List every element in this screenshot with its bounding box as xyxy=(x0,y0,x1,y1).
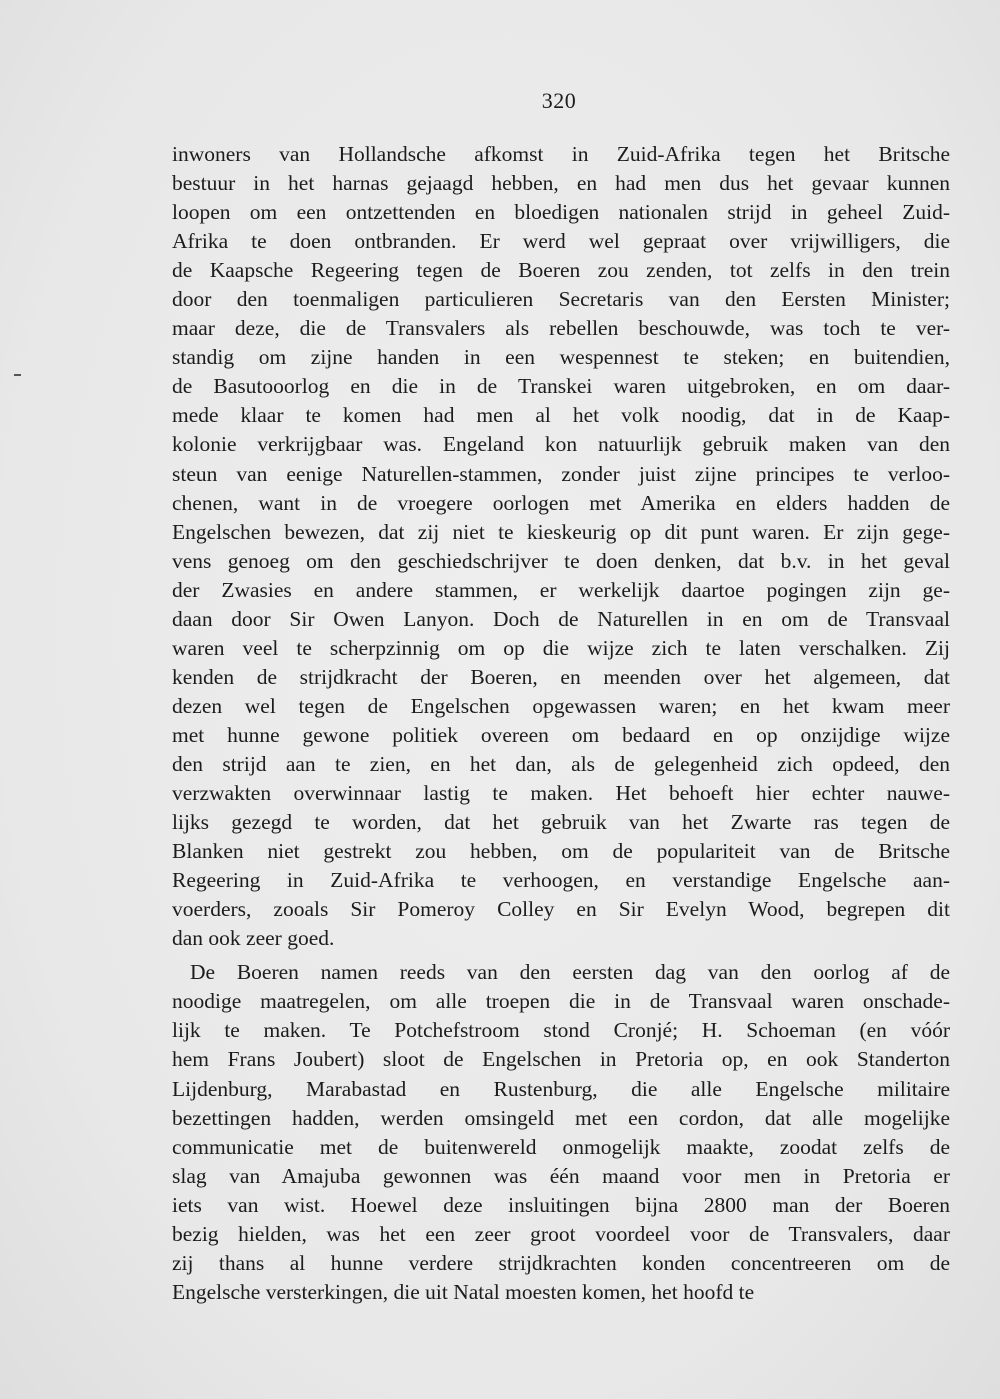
text-line: de Basutooorlog en die in de Transkei waren uitgebroken, en om daar- xyxy=(172,374,950,399)
text-line: chenen, want in de vroegere oorlogen met Amerika en elders hadden de xyxy=(172,490,950,515)
body-text xyxy=(172,140,950,1307)
text-line: steun van eenige Naturellen-stammen, zonder juist zijne principes te verloo- xyxy=(172,461,950,486)
text-line: verzwakten overwinnaar lastig te maken. Het behoeft hier echter nauwe- xyxy=(172,781,950,806)
text-line: Afrika te doen ontbranden. Er werd wel gepraat over vrijwilligers, die xyxy=(172,229,950,254)
text-line: maar deze, die de Transvalers als rebellen beschouwde, was toch te ver- xyxy=(172,316,950,341)
text-line: dezen wel tegen de Engelschen opgewassen waren; en het kwam meer xyxy=(172,693,950,718)
text-line: Lijdenburg, Marabastad en Rustenburg, die alle Engelsche militaire xyxy=(172,1076,950,1101)
text-line: zij thans al hunne verdere strijdkrachten konden concentreeren om de xyxy=(172,1250,950,1275)
text-line: noodige maatregelen, om alle troepen die in de Transvaal waren onschade- xyxy=(172,989,950,1014)
text-line: kolonie verkrijgbaar was. Engeland kon natuurlijk gebruik maken van den xyxy=(172,432,950,457)
text-line: iets van wist. Hoewel deze insluitingen bijna 2800 man der Boeren xyxy=(172,1192,950,1217)
text-line: daan door Sir Owen Lanyon. Doch de Naturellen in en om de Transvaal xyxy=(172,606,950,631)
text-line: hem Frans Joubert) sloot de Engelschen in Pretoria op, en ook Standerton xyxy=(172,1047,950,1072)
text-line: lijk te maken. Te Potchefstroom stond Cronjé; H. Schoeman (en vóór xyxy=(172,1018,950,1043)
margin-mark xyxy=(14,374,21,376)
text-line: met hunne gewone politiek overeen om bedaard en op onzijdige wijze xyxy=(172,722,950,747)
text-line: Blanken niet gestrekt zou hebben, om de populariteit van de Britsche xyxy=(172,839,950,864)
text-line: voerders, zooals Sir Pomeroy Colley en Sir Evelyn Wood, begrepen dit xyxy=(172,897,950,922)
paragraph xyxy=(172,140,950,953)
text-line: loopen om een ontzettenden en bloedigen nationalen strijd in geheel Zuid- xyxy=(172,200,950,225)
text-line: bezettingen hadden, werden omsingeld met een cordon, dat alle mogelijke xyxy=(172,1105,950,1130)
text-line: den strijd aan te zien, en het dan, als de gelegenheid zich opdeed, den xyxy=(172,751,950,776)
text-line: der Zwasies en andere stammen, er werkelijk daartoe pogingen zijn ge- xyxy=(172,577,950,602)
text-line: inwoners van Hollandsche afkomst in Zuid-Afrika tegen het Britsche xyxy=(172,142,950,166)
text-line: bezig hielden, was het een zeer groot voordeel voor de Transvalers, daar xyxy=(172,1221,950,1246)
text-line: De Boeren namen reeds van den eersten dag van den oorlog af de xyxy=(190,960,950,985)
text-line: lijks gezegd te worden, dat het gebruik van het Zwarte ras tegen de xyxy=(172,810,950,835)
page-number: 320 xyxy=(541,88,577,113)
text-line: Regeering in Zuid-Afrika te verhoogen, en verstandige Engelsche aan- xyxy=(172,868,950,893)
text-line: dan ook zeer goed. xyxy=(172,926,335,951)
text-line: vens genoeg om den geschiedschrijver te doen denken, dat b.v. in het geval xyxy=(172,548,950,573)
text-line: Engelsche versterkingen, die uit Natal moesten komen, het hoofd te xyxy=(172,1279,755,1304)
text-line: kenden de strijdkracht der Boeren, en meenden over het algemeen, dat xyxy=(172,664,950,689)
paragraph xyxy=(172,958,950,1307)
text-line: standig om zijne handen in een wespennest te steken; en buitendien, xyxy=(172,345,950,370)
text-line: communicatie met de buitenwereld onmogelijk maakte, zoodat zelfs de xyxy=(172,1134,950,1159)
text-line: de Kaapsche Regeering tegen de Boeren zou zenden, tot zelfs in den trein xyxy=(172,258,950,283)
text-line: waren veel te scherpzinnig om op die wijze zich te laten verschalken. Zij xyxy=(172,635,950,660)
text-line: Engelschen bewezen, dat zij niet te kieskeurig op dit punt waren. Er zijn gege- xyxy=(172,519,950,544)
text-line: mede klaar te komen had men al het volk noodig, dat in de Kaap- xyxy=(172,403,950,428)
text-line: slag van Amajuba gewonnen was één maand voor men in Pretoria er xyxy=(172,1163,950,1188)
text-line: bestuur in het harnas gejaagd hebben, en had men dus het gevaar kunnen xyxy=(172,171,950,196)
text-line: door den toenmaligen particulieren Secretaris van den Eersten Minister; xyxy=(172,287,950,312)
